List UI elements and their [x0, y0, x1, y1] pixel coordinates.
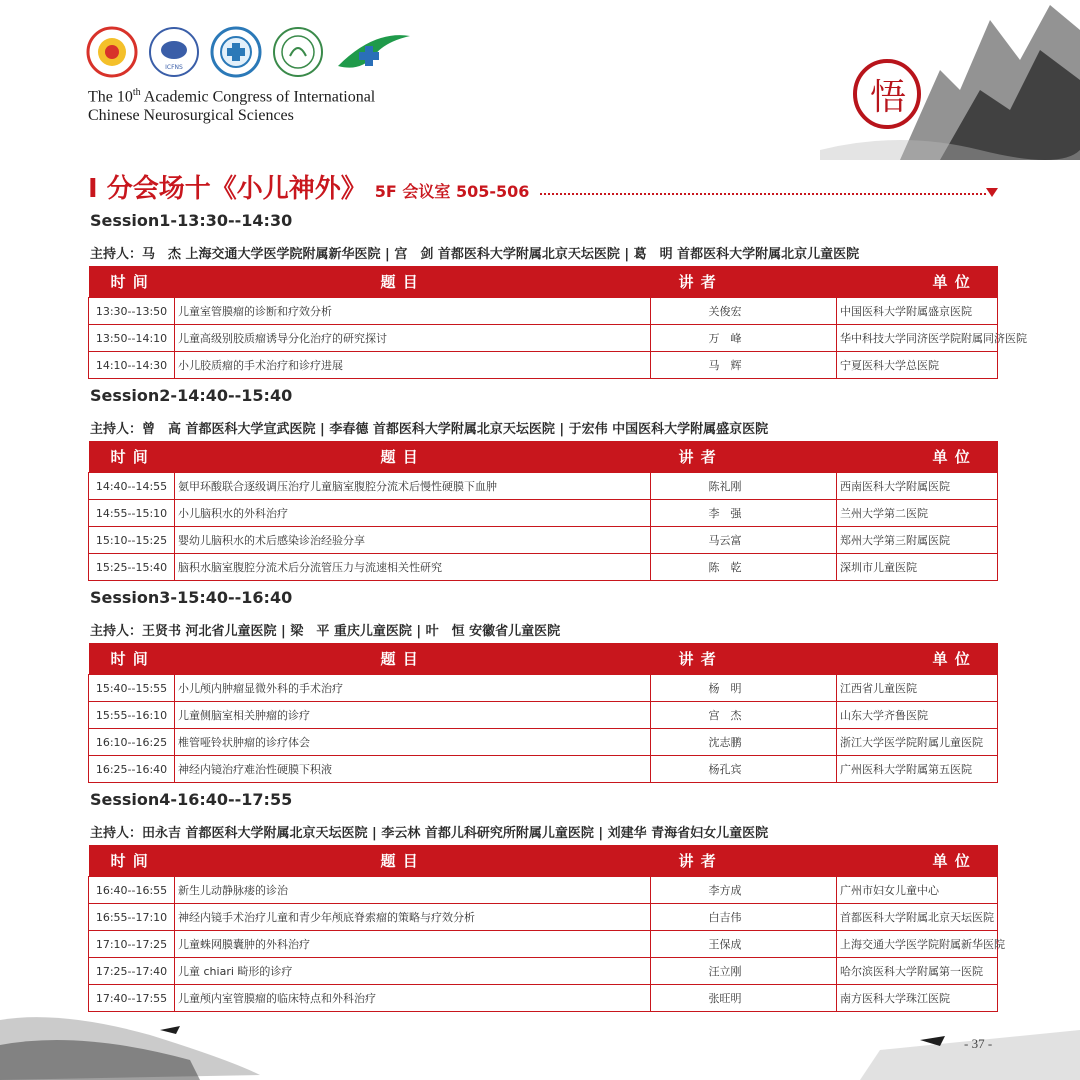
logo-4-icon — [272, 26, 324, 78]
session-title: Session4-16:40--17:55 — [90, 790, 293, 809]
cell-speaker: 张旺明 — [651, 985, 837, 1012]
cell-topic: 脑积水脑室腹腔分流术后分流管压力与流速相关性研究 — [175, 554, 651, 581]
header-topic: 题 目 — [175, 266, 651, 298]
logo-row — [86, 24, 412, 80]
cell-unit: 广州市妇女儿童中心 — [837, 877, 998, 904]
cell-unit: 广州医科大学附属第五医院 — [837, 756, 998, 783]
congress-line1-rest: Academic Congress of International — [140, 88, 376, 106]
cell-topic: 小儿胶质瘤的手术治疗和诊疗进展 — [175, 352, 651, 379]
table-row — [89, 527, 998, 554]
cell-time: 14:10--14:30 — [89, 352, 175, 379]
cell-time: 15:25--15:40 — [89, 554, 175, 581]
session-title: Session2-14:40--15:40 — [90, 386, 293, 405]
header-speaker: 讲 者 — [651, 266, 837, 298]
header-topic: 题 目 — [175, 643, 651, 675]
cell-topic: 婴幼儿脑积水的术后感染诊治经验分享 — [175, 527, 651, 554]
table-row — [89, 958, 998, 985]
cell-topic: 椎管哑铃状肿瘤的诊疗体会 — [175, 729, 651, 756]
cell-speaker: 关俊宏 — [651, 298, 837, 325]
cell-topic: 儿童 chiari 畸形的诊疗 — [175, 958, 651, 985]
session-title: Session3-15:40--16:40 — [90, 588, 293, 607]
title-arrow-icon — [986, 188, 998, 197]
cell-time: 16:10--16:25 — [89, 729, 175, 756]
table-row — [89, 931, 998, 958]
cell-time: 13:50--14:10 — [89, 325, 175, 352]
table-row — [89, 729, 998, 756]
cell-unit: 郑州大学第三附属医院 — [837, 527, 998, 554]
section-title-main: I 分会场十《小儿神外》 — [88, 174, 367, 204]
cell-topic: 儿童室管膜瘤的诊断和疗效分析 — [175, 298, 651, 325]
table-row — [89, 352, 998, 379]
header-time: 时 间 — [89, 643, 175, 675]
logo-3-icon — [210, 26, 262, 78]
table-header-row — [89, 441, 998, 473]
cell-time: 16:25--16:40 — [89, 756, 175, 783]
cell-speaker: 杨孔宾 — [651, 756, 837, 783]
cell-time: 16:55--17:10 — [89, 904, 175, 931]
cell-topic: 神经内镜手术治疗儿童和青少年颅底脊索瘤的策略与疗效分析 — [175, 904, 651, 931]
session-hosts: 主持人：马 杰 上海交通大学医学院附属新华医院 | 宫 剑 首都医科大学附属北京天坛医院 | 葛 明 首都医科大学附属北京儿童医院 — [90, 247, 860, 262]
header-time: 时 间 — [89, 266, 175, 298]
schedule-table — [88, 266, 1027, 379]
table-header-row — [89, 266, 998, 298]
table-header-row — [89, 643, 998, 675]
cell-topic: 儿童侧脑室相关肿瘤的诊疗 — [175, 702, 651, 729]
cell-time: 17:40--17:55 — [89, 985, 175, 1012]
cell-speaker: 万 峰 — [651, 325, 837, 352]
cell-topic: 儿童高级别胶质瘤诱导分化治疗的研究探讨 — [175, 325, 651, 352]
cell-unit: 江西省儿童医院 — [837, 675, 998, 702]
ink-wash-bottom-decoration — [0, 990, 1080, 1080]
cell-unit: 上海交通大学医学院附属新华医院 — [837, 931, 998, 958]
header-unit: 单 位 — [837, 643, 998, 675]
header-speaker: 讲 者 — [651, 441, 837, 473]
cell-unit: 中国医科大学附属盛京医院 — [837, 298, 998, 325]
table-row — [89, 877, 998, 904]
cell-unit: 浙江大学医学院附属儿童医院 — [837, 729, 998, 756]
cell-speaker: 宫 杰 — [651, 702, 837, 729]
seal-character: 悟 — [869, 76, 906, 118]
cell-time: 15:40--15:55 — [89, 675, 175, 702]
schedule-table — [88, 441, 998, 581]
cell-time: 14:40--14:55 — [89, 473, 175, 500]
session-hosts: 主持人：王贤书 河北省儿童医院 | 梁 平 重庆儿童医院 | 叶 恒 安徽省儿童医院 — [90, 624, 561, 639]
icnn-logo-icon — [148, 26, 200, 78]
cell-time: 13:30--13:50 — [89, 298, 175, 325]
cell-unit: 哈尔滨医科大学附属第一医院 — [837, 958, 998, 985]
table-row — [89, 702, 998, 729]
cell-speaker: 汪立刚 — [651, 958, 837, 985]
header-unit: 单 位 — [837, 266, 998, 298]
cell-unit: 宁夏医科大学总医院 — [837, 352, 998, 379]
table-row — [89, 325, 998, 352]
cell-topic: 儿童颅内室管膜瘤的临床特点和外科治疗 — [175, 985, 651, 1012]
cell-speaker: 陈礼刚 — [651, 473, 837, 500]
table-row — [89, 675, 998, 702]
header-time: 时 间 — [89, 845, 175, 877]
cell-topic: 小儿颅内肿瘤显微外科的手术治疗 — [175, 675, 651, 702]
table-row — [89, 554, 998, 581]
cell-topic: 神经内镜治疗难治性硬膜下积液 — [175, 756, 651, 783]
cell-topic: 新生儿动静脉瘘的诊治 — [175, 877, 651, 904]
cross-wing-logo-icon — [334, 26, 412, 78]
schedule-table — [88, 643, 998, 783]
congress-title — [88, 83, 375, 125]
svg-text:ICFNS: ICFNS — [165, 64, 183, 71]
congress-sup: th — [132, 87, 141, 98]
cell-unit: 西南医科大学附属医院 — [837, 473, 998, 500]
schedule-table — [88, 845, 1005, 1012]
table-row — [89, 756, 998, 783]
header-topic: 题 目 — [175, 441, 651, 473]
cell-speaker: 白吉伟 — [651, 904, 837, 931]
table-row — [89, 500, 998, 527]
table-row — [89, 298, 998, 325]
cell-speaker: 杨 明 — [651, 675, 837, 702]
logo-1-icon — [86, 26, 138, 78]
cell-speaker: 马 辉 — [651, 352, 837, 379]
header-speaker: 讲 者 — [651, 845, 837, 877]
section-location: 5F 会议室 505-506 — [374, 182, 530, 201]
cell-unit: 深圳市儿童医院 — [837, 554, 998, 581]
cell-time: 14:55--15:10 — [89, 500, 175, 527]
header-time: 时 间 — [89, 441, 175, 473]
congress-line2: Chinese Neurosurgical Sciences — [88, 107, 294, 125]
table-row — [89, 904, 998, 931]
cell-speaker: 李方成 — [651, 877, 837, 904]
session-hosts: 主持人：田永吉 首都医科大学附属北京天坛医院 | 李云林 首都儿科研究所附属儿童医院 | 刘建华 青海省妇女儿童医院 — [90, 826, 769, 841]
header-topic: 题 目 — [175, 845, 651, 877]
cell-speaker: 沈志鹏 — [651, 729, 837, 756]
cell-unit: 华中科技大学同济医学院附属同济医院 — [837, 325, 998, 352]
session-hosts: 主持人：曾 高 首都医科大学宣武医院 | 李春德 首都医科大学附属北京天坛医院 | 于宏伟 中国医科大学附属盛京医院 — [90, 422, 769, 437]
cell-topic: 氨甲环酸联合逐级调压治疗儿童脑室腹腔分流术后慢性硬膜下血肿 — [175, 473, 651, 500]
section-title — [88, 168, 529, 205]
page-number: - 37 - — [964, 1036, 993, 1051]
cell-topic: 儿童蛛网膜囊肿的外科治疗 — [175, 931, 651, 958]
cell-time: 16:40--16:55 — [89, 877, 175, 904]
cell-unit: 兰州大学第二医院 — [837, 500, 998, 527]
header-unit: 单 位 — [837, 441, 998, 473]
table-row — [89, 473, 998, 500]
cell-unit: 首都医科大学附属北京天坛医院 — [837, 904, 998, 931]
header-unit: 单 位 — [837, 845, 998, 877]
cell-time: 15:55--16:10 — [89, 702, 175, 729]
cell-unit: 南方医科大学珠江医院 — [837, 985, 998, 1012]
title-dotted-line — [540, 193, 986, 195]
cell-time: 15:10--15:25 — [89, 527, 175, 554]
header-speaker: 讲 者 — [651, 643, 837, 675]
congress-line1: The 10 — [88, 88, 133, 106]
cell-unit: 山东大学齐鲁医院 — [837, 702, 998, 729]
cell-time: 17:10--17:25 — [89, 931, 175, 958]
cell-speaker: 马云富 — [651, 527, 837, 554]
cell-speaker: 王保成 — [651, 931, 837, 958]
session-title: Session1-13:30--14:30 — [90, 211, 293, 230]
cell-speaker: 李 强 — [651, 500, 837, 527]
cell-speaker: 陈 乾 — [651, 554, 837, 581]
table-header-row — [89, 845, 998, 877]
cell-time: 17:25--17:40 — [89, 958, 175, 985]
cell-topic: 小儿脑积水的外科治疗 — [175, 500, 651, 527]
